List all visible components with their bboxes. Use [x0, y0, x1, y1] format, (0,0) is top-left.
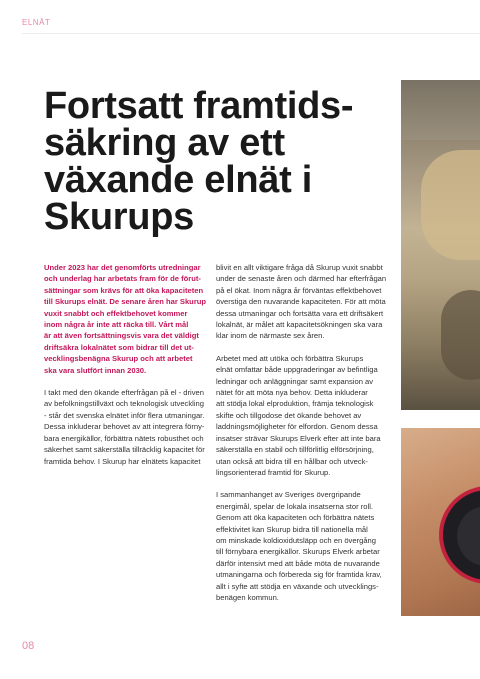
body-line: utmaningarna och förbereda sig för framtida krav, — [216, 570, 382, 580]
body-line: säkerhet samt säkerställa tillräcklig kapacitet för — [44, 445, 205, 455]
body-line: utan också att bidra till en hållbar och utveck- — [216, 456, 368, 466]
body-line: laddningsmöjligheter för elfordon. Genom dessa — [216, 422, 378, 432]
body-line: Arbetet med att utöka och förbättra Skurups — [216, 353, 364, 363]
body-line: ledningar och anläggningar samt expansion av — [216, 376, 374, 386]
body-paragraph — [216, 353, 386, 478]
body-line: effektivitet kan Skurup bidra till nationella mål — [216, 524, 368, 534]
body-line: elnät omfattar både uppgraderingar av befintliga — [216, 365, 378, 375]
body-line: överstiga den nuvarande kapaciteten. För att möta — [216, 297, 386, 307]
photo-device — [401, 428, 480, 616]
body-line: Dessa inkluderar behovet av att integrera förny- — [44, 422, 205, 432]
title-line: säkring av ett — [44, 122, 285, 164]
body-line: Genom att öka kapaciteten och förbättra nätets — [216, 513, 375, 523]
ingress-line: till Skurups elnät. De senare åren har Skurup — [44, 297, 207, 307]
body-line: dessa utmaningar och fortsätta vara ett driftsäkert — [216, 308, 384, 318]
body-paragraph — [44, 387, 204, 467]
ingress — [44, 262, 207, 376]
body-line: att stödja lokal elproduktion, främja teknologisk — [216, 399, 374, 409]
photo-figure — [441, 290, 480, 380]
top-divider — [22, 33, 480, 34]
body-line: till förnybara energikällor. Skurups Elverk arbetar — [216, 547, 380, 557]
body-line: därför intensivt med att både möta de nuvarande — [216, 558, 380, 568]
body-line: skifte och tillgodose det ökande behovet av — [216, 410, 362, 420]
body-line: I takt med den ökande efterfrågan på el - driven — [44, 388, 204, 398]
body-line: säkerställa en stabil och tillförlitlig elförsörjning, — [216, 445, 374, 455]
body-line: allt i syfte att stödja en växande och utvecklings- — [216, 581, 379, 591]
section-label: ELNÄT — [22, 18, 51, 27]
title-line: Skurups — [44, 196, 194, 238]
photo-person — [401, 80, 480, 410]
page-title — [44, 85, 364, 238]
body-line: på el ökat. Inom några år förväntas effektbehovet — [216, 285, 382, 295]
body-line: lokalnät, är målet att kapacitetsökningen ska vara — [216, 320, 383, 330]
body-paragraph — [216, 262, 386, 342]
body-line: benägen kommun. — [216, 592, 279, 602]
ingress-line: Under 2023 har det genomförts utredningar — [44, 263, 201, 272]
photo-background — [401, 80, 480, 140]
ingress-line: och underlag har arbetats fram för de förut- — [44, 274, 201, 284]
body-line: klar inom de närmaste sex åren. — [216, 331, 325, 341]
body-line: - står det svenska elnätet inför flera utmaningar. — [44, 410, 205, 420]
ingress-line: ska vara slutfört innan 2030. — [44, 365, 147, 375]
title-line: växande elnät i — [44, 159, 312, 201]
body-line: lingsorienterad framtid för Skurup. — [216, 467, 331, 477]
title-line: Fortsatt framtids- — [44, 85, 354, 127]
body-line: insatser strävar Skurups Elverk efter att inte bara — [216, 433, 381, 443]
right-column — [216, 262, 386, 603]
ingress-line: inom några år inte att räcka till. Vårt mål — [44, 320, 189, 330]
ingress-line: sättningar som krävs för att öka kapaciteten — [44, 285, 204, 295]
photo-figure — [421, 150, 480, 260]
body-line: I sammanhanget av Sveriges övergripande — [216, 490, 361, 500]
body-line: blivit en allt viktigare fråga då Skurup vuxit snabbt — [216, 263, 383, 272]
page-number: 08 — [22, 640, 35, 652]
body-line: energimål, spelar de lokala insatserna stor roll. — [216, 501, 374, 511]
body-line: om minskade koldioxidutsläpp och en övergång — [216, 535, 376, 545]
ingress-line: vuxit snabbt och effektbehovet kommer — [44, 308, 188, 318]
left-column — [44, 262, 207, 467]
ingress-line: driftsäkra lokalnätet som bidrar till det ut- — [44, 342, 194, 352]
body-paragraph — [216, 489, 386, 603]
body-line: av befolkningstillväxt och teknologisk utveckling — [44, 399, 204, 409]
body-line: bara energikällor, förbättra nätets robusthet och — [44, 433, 204, 443]
ingress-line: vecklingsbenägna Skurup och att arbetet — [44, 354, 193, 364]
body-line: framtida behov. I Skurup har elnätets kapacitet — [44, 456, 201, 466]
ingress-line: är att även fortsättningsvis vara det väldigt — [44, 331, 199, 341]
body-line: nätet för att möta nya behov. Detta inkluderar — [216, 388, 368, 398]
body-line: under de senaste åren och därmed har efterfrågan — [216, 274, 387, 284]
